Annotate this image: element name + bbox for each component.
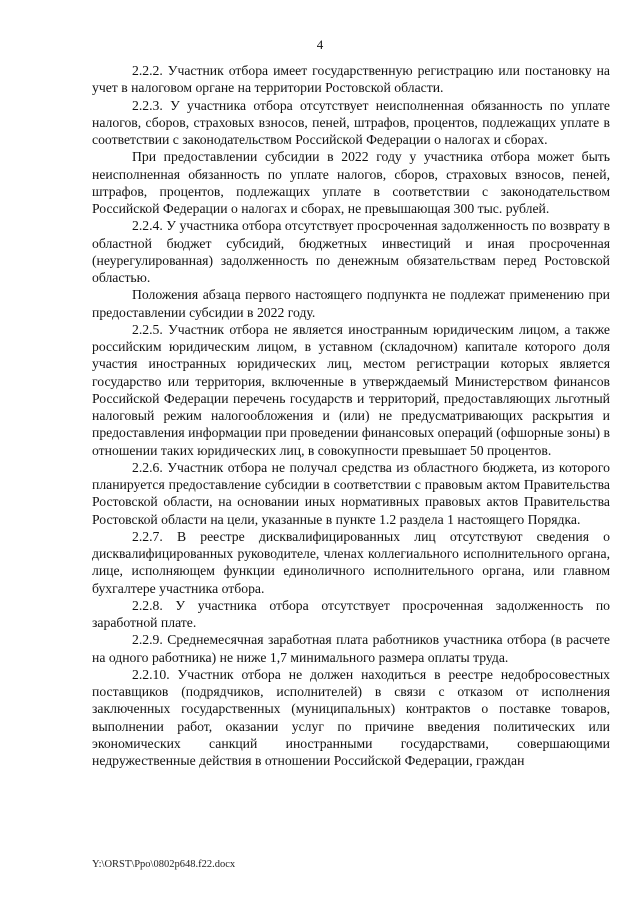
paragraph-2-2-7: 2.2.7. В реестре дисквалифицированных лиц отсутствуют сведения о дисквалифицированных руководителе, членах коллегиального исполнительного органа, лице, исполняющем функции единоличного исполнительного органа, или главном бухгалтере участника отбора. [92, 528, 610, 596]
paragraph-2-2-4-exception: Положения абзаца первого настоящего подпункта не подлежат применению при предоставлении субсидии в 2022 году. [92, 287, 610, 320]
paragraph-2-2-9: 2.2.9. Среднемесячная заработная плата работников участника отбора (в расчете на одного работника) не ниже 1,7 минимального размера оплаты труда. [92, 632, 610, 665]
paragraph-2-2-5: 2.2.5. Участник отбора не является иностранным юридическим лицом, а также российским юридическим лицом, в уставном (складочном) капитале которого доля участия иностранных юридических лиц, местом регистрации которых является государство или территория, включенные в утверждаемый Министерством финансов Российской Федерации перечень государств и территорий, предоставляющих льготный налоговый режим налогообложения и (или) не предусматривающих раскрытия и предоставления информации при проведении финансовых операций (офшорные зоны) в отношении таких юридических лиц, в совокупности превышает 50 процентов. [92, 321, 610, 458]
paragraph-2-2-3: 2.2.3. У участника отбора отсутствует неисполненная обязанность по уплате налогов, сборов, страховых взносов, пеней, штрафов, процентов, подлежащих уплате в соответствии с законодательством Российской Федерации о налогах и сборах. [92, 97, 610, 147]
page-number: 4 [316, 37, 324, 52]
paragraph-2-2-4: 2.2.4. У участника отбора отсутствует просроченная задолженность по возврату в областной бюджет субсидий, бюджетных инвестиций и иная просроченная (неурегулированная) задолженность по денежным обязательствам перед Ростовской областью. [92, 218, 610, 285]
document-body [92, 62, 610, 769]
paragraph-2-2-2: 2.2.2. Участник отбора имеет государственную регистрацию или постановку на учет в налоговом органе на территории Ростовской области. [92, 63, 610, 96]
paragraph-2-2-10: 2.2.10. Участник отбора не должен находиться в реестре недобросовестных поставщиков (подрядчиков, исполнителей) в связи с отказом от исполнения заключенных государственных (муниципальных) контрактов о поставке товаров, выполнении работ, оказании услуг по причине введения политических или экономических санкций иностранными государствами, совершающими недружественные действия в отношении Российской Федерации, граждан [92, 666, 610, 768]
paragraph-2-2-8: 2.2.8. У участника отбора отсутствует просроченная задолженность по заработной плате. [92, 597, 610, 630]
paragraph-2-2-6: 2.2.6. Участник отбора не получал средства из областного бюджета, из которого планируется предоставление субсидии в соответствии с правовым актом Правительства Ростовской области, на основании иных нормативных правовых актов Правительства Ростовской области на цели, указанные в пункте 1.2 раздела 1 настоящего Порядка. [92, 459, 610, 527]
paragraph-2-2-3-exception: При предоставлении субсидии в 2022 году у участника отбора может быть неисполненная обязанность по уплате налогов, сборов, страховых взносов, пеней, штрафов, процентов, подлежащих уплате в соответствии с законодательством Российской Федерации о налогах и сборах, не превышающая 300 тыс. рублей. [92, 149, 610, 216]
footer-file-path: Y:\ORST\Ppo\0802p648.f22.docx [92, 859, 236, 870]
